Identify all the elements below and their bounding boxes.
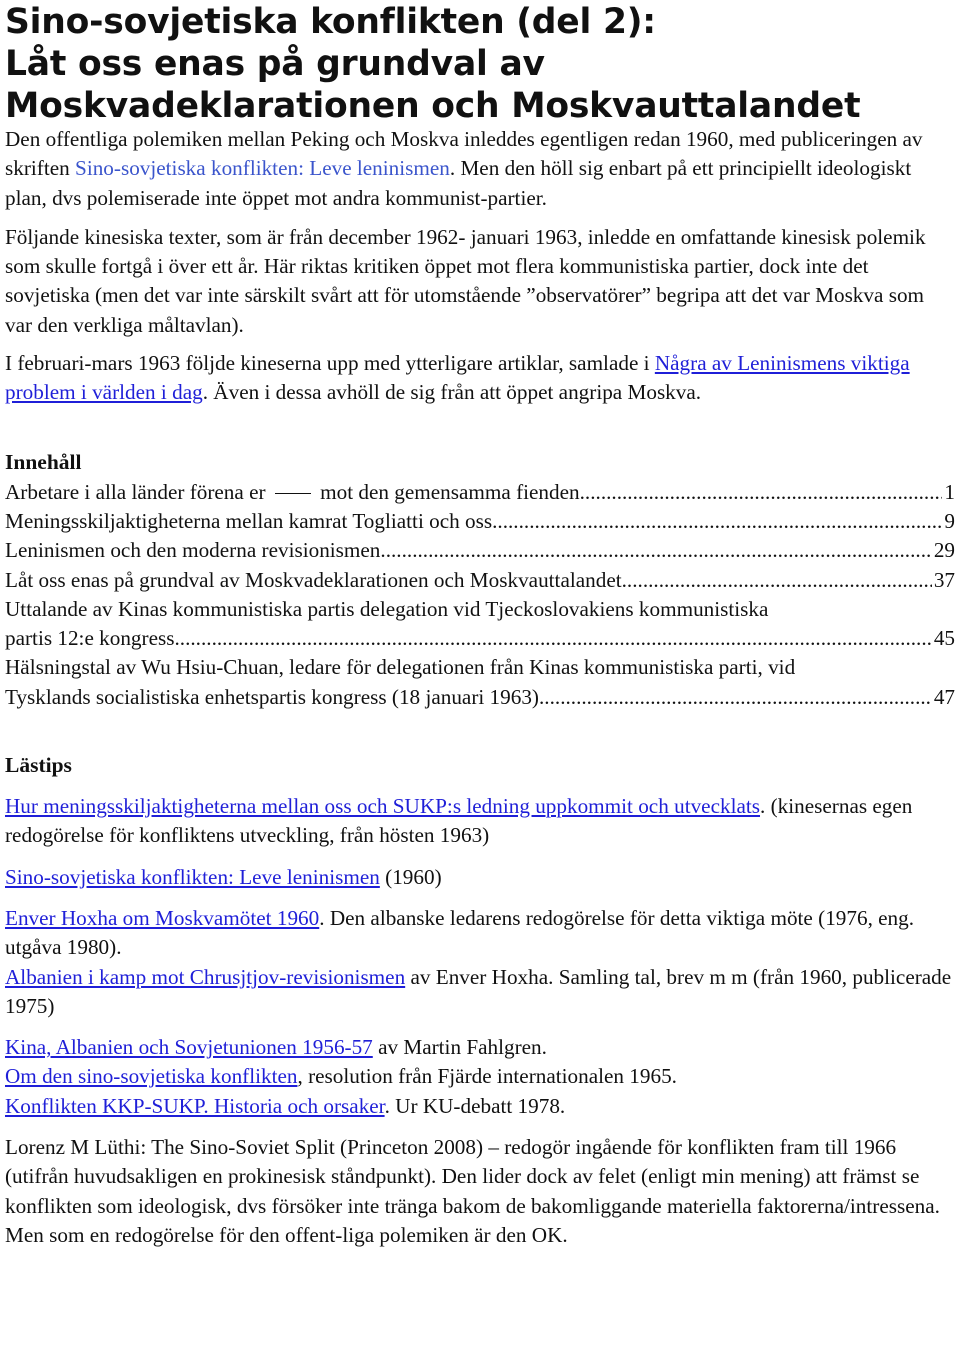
toc-page-number: 1 <box>944 479 955 504</box>
intro-p3-text-a: I februari-mars 1963 följde kineserna upp med ytterligare artiklar, samlade i <box>5 351 655 376</box>
reading-tip-3-text: . Den albanske ledarens redogörelse för detta viktiga möte (1976, eng. utgåva 1980). <box>5 905 915 960</box>
reading-tip-1-text: . (kinesernas egen redogörelse för konfliktens utveckling, från hösten 1963) <box>5 794 913 848</box>
toc-entry-title: mot den gemensamma fienden <box>320 479 580 504</box>
reading-tip-4-text: av Enver Hoxha. Samling tal, brev m m (från 1960, publicerade 1975) <box>5 964 952 1018</box>
link-meningsskiljaktigheterna[interactable]: Hur meningsskiljaktigheterna mellan oss och SUKP:s ledning uppkommit och utvecklats <box>5 794 761 819</box>
reading-tip-5-text: av Martin Fahlgren. <box>372 1035 547 1060</box>
reading-tip-7 <box>5 1092 955 1121</box>
toc-page-number: 9 <box>944 508 955 533</box>
table-of-contents <box>5 478 955 712</box>
intro-paragraph-1 <box>5 125 955 213</box>
title-line-2: Låt oss enas på grundval av <box>5 44 545 84</box>
document-page <box>5 0 955 1250</box>
link-kina-albanien-sovjetunionen[interactable]: Kina, Albanien och Sovjetunionen 1956-57 <box>5 1035 373 1060</box>
link-konflikten-kkp-sukp[interactable]: Konflikten KKP-SUKP. Historia och orsaker <box>5 1093 385 1118</box>
toc-entry-title: Arbetare i alla länder förena er <box>5 479 266 504</box>
reading-tip-3 <box>5 904 955 963</box>
toc-leader-dots <box>174 624 931 653</box>
link-albanien-i-kamp[interactable]: Albanien i kamp mot Chrusjtjov-revisionismen <box>5 964 406 989</box>
reading-tip-7-text: . Ur KU-debatt 1978. <box>384 1093 566 1118</box>
toc-entry-title-line: partis 12:e kongress <box>5 626 175 651</box>
toc-entry[interactable] <box>5 507 955 536</box>
intro-p1-text-a: Den offentliga polemiken mellan Peking och Moskva inleddes egentligen redan 1960, med publiceringen av skriften <box>5 127 923 181</box>
toc-entry[interactable] <box>5 566 955 595</box>
toc-entry-title-line: Uttalande av Kinas kommunistiska partis delegation vid Tjeckoslovakiens kommunistiska <box>5 596 769 621</box>
toc-leader-dots <box>539 683 932 712</box>
toc-page-number: 29 <box>933 538 955 563</box>
title-line-1: Sino-sovjetiska konflikten (del 2): <box>5 2 656 42</box>
intro-link-leve-leninismen[interactable]: Sino-sovjetiska konflikten: Leve leninismen <box>75 156 450 181</box>
toc-leader-dots <box>580 478 943 507</box>
reading-tip-1 <box>5 792 955 851</box>
intro-link-nagra-av-leninismens[interactable]: Några av Leninismens viktiga problem i världen i dag <box>5 351 910 405</box>
reading-tips-heading: Lästips <box>5 753 72 778</box>
toc-entry-title: Meningsskiljaktigheterna mellan kamrat Togliatti och oss <box>5 508 493 533</box>
toc-entry-title-line: Hälsningstal av Wu Hsiu-Chuan, ledare för delegationen från Kinas kommunistiska parti, vid <box>5 655 796 680</box>
reading-tip-6 <box>5 1062 955 1091</box>
toc-leader-dots <box>380 536 931 565</box>
intro-p3-text-b: . Även i dessa avhöll de sig från att öppet angripa Moskva. <box>202 380 702 405</box>
reading-tip-8: Lorenz M Lüthi: The Sino-Soviet Split (Princeton 2008) – redogör ingående för konflikten fram till 1966 (utifrån huvudsakligen en prokinesisk ståndpunkt). Den lider dock av felet (enligt min mening) att främst se konflikten som ideologisk, dvs försöker inte tränga bakom de bakomliggande materiella faktorerna/intressena. Men som en redogörelse för den offent-liga polemiken är den OK. <box>5 1135 940 1247</box>
intro-p1-text-b: . Men den höll sig enbart på ett principiellt ideologiskt plan, dvs polemiserade inte öppet mot andra kommunist-partier. <box>5 156 912 210</box>
toc-page-number: 47 <box>933 684 955 709</box>
link-leve-leninismen[interactable]: Sino-sovjetiska konflikten: Leve leninismen <box>5 864 380 889</box>
toc-heading: Innehåll <box>5 449 82 474</box>
page-title <box>5 0 955 127</box>
reading-tip-6-text: , resolution från Fjärde internationalen 1965. <box>297 1064 677 1089</box>
toc-page-number: 37 <box>933 567 955 592</box>
reading-tip-2-text: (1960) <box>379 864 442 889</box>
reading-tip-2 <box>5 863 955 892</box>
toc-entry[interactable] <box>5 536 955 565</box>
toc-leader-dots <box>622 566 932 595</box>
toc-entry[interactable] <box>5 653 955 712</box>
intro-paragraph-3 <box>5 349 955 408</box>
toc-entry-title: Låt oss enas på grundval av Moskvadeklarationen och Moskvauttalandet <box>5 567 622 592</box>
link-om-sino-sovjetiska-konflikten[interactable]: Om den sino-sovjetiska konflikten <box>5 1064 298 1089</box>
em-dash <box>275 493 311 494</box>
toc-entry[interactable] <box>5 595 955 654</box>
link-enver-hoxha-moskvamotet[interactable]: Enver Hoxha om Moskvamötet 1960 <box>5 905 320 930</box>
intro-paragraph-2: Följande kinesiska texter, som är från december 1962- januari 1963, inledde en omfattande kinesisk polemik som skulle fortgå i över ett år. Här riktas kritiken öppet mot flera kommunistiska partier, dock inte det sovjetiska (men det var inte särskilt svårt att för utomstående ”observatörer” begripa att det var Moskva som var den verkliga måltavlan). <box>5 224 926 337</box>
toc-entry-title: Leninismen och den moderna revisionismen <box>5 538 381 563</box>
toc-entry[interactable] <box>5 478 955 507</box>
title-line-3: Moskvadeklarationen och Moskvauttalandet <box>5 86 861 126</box>
reading-tip-5 <box>5 1033 955 1062</box>
toc-page-number: 45 <box>933 626 955 651</box>
toc-entry-title-line: Tysklands socialistiska enhetspartis kongress (18 januari 1963) <box>5 684 539 709</box>
toc-leader-dots <box>492 507 942 536</box>
reading-tip-4 <box>5 963 955 1022</box>
